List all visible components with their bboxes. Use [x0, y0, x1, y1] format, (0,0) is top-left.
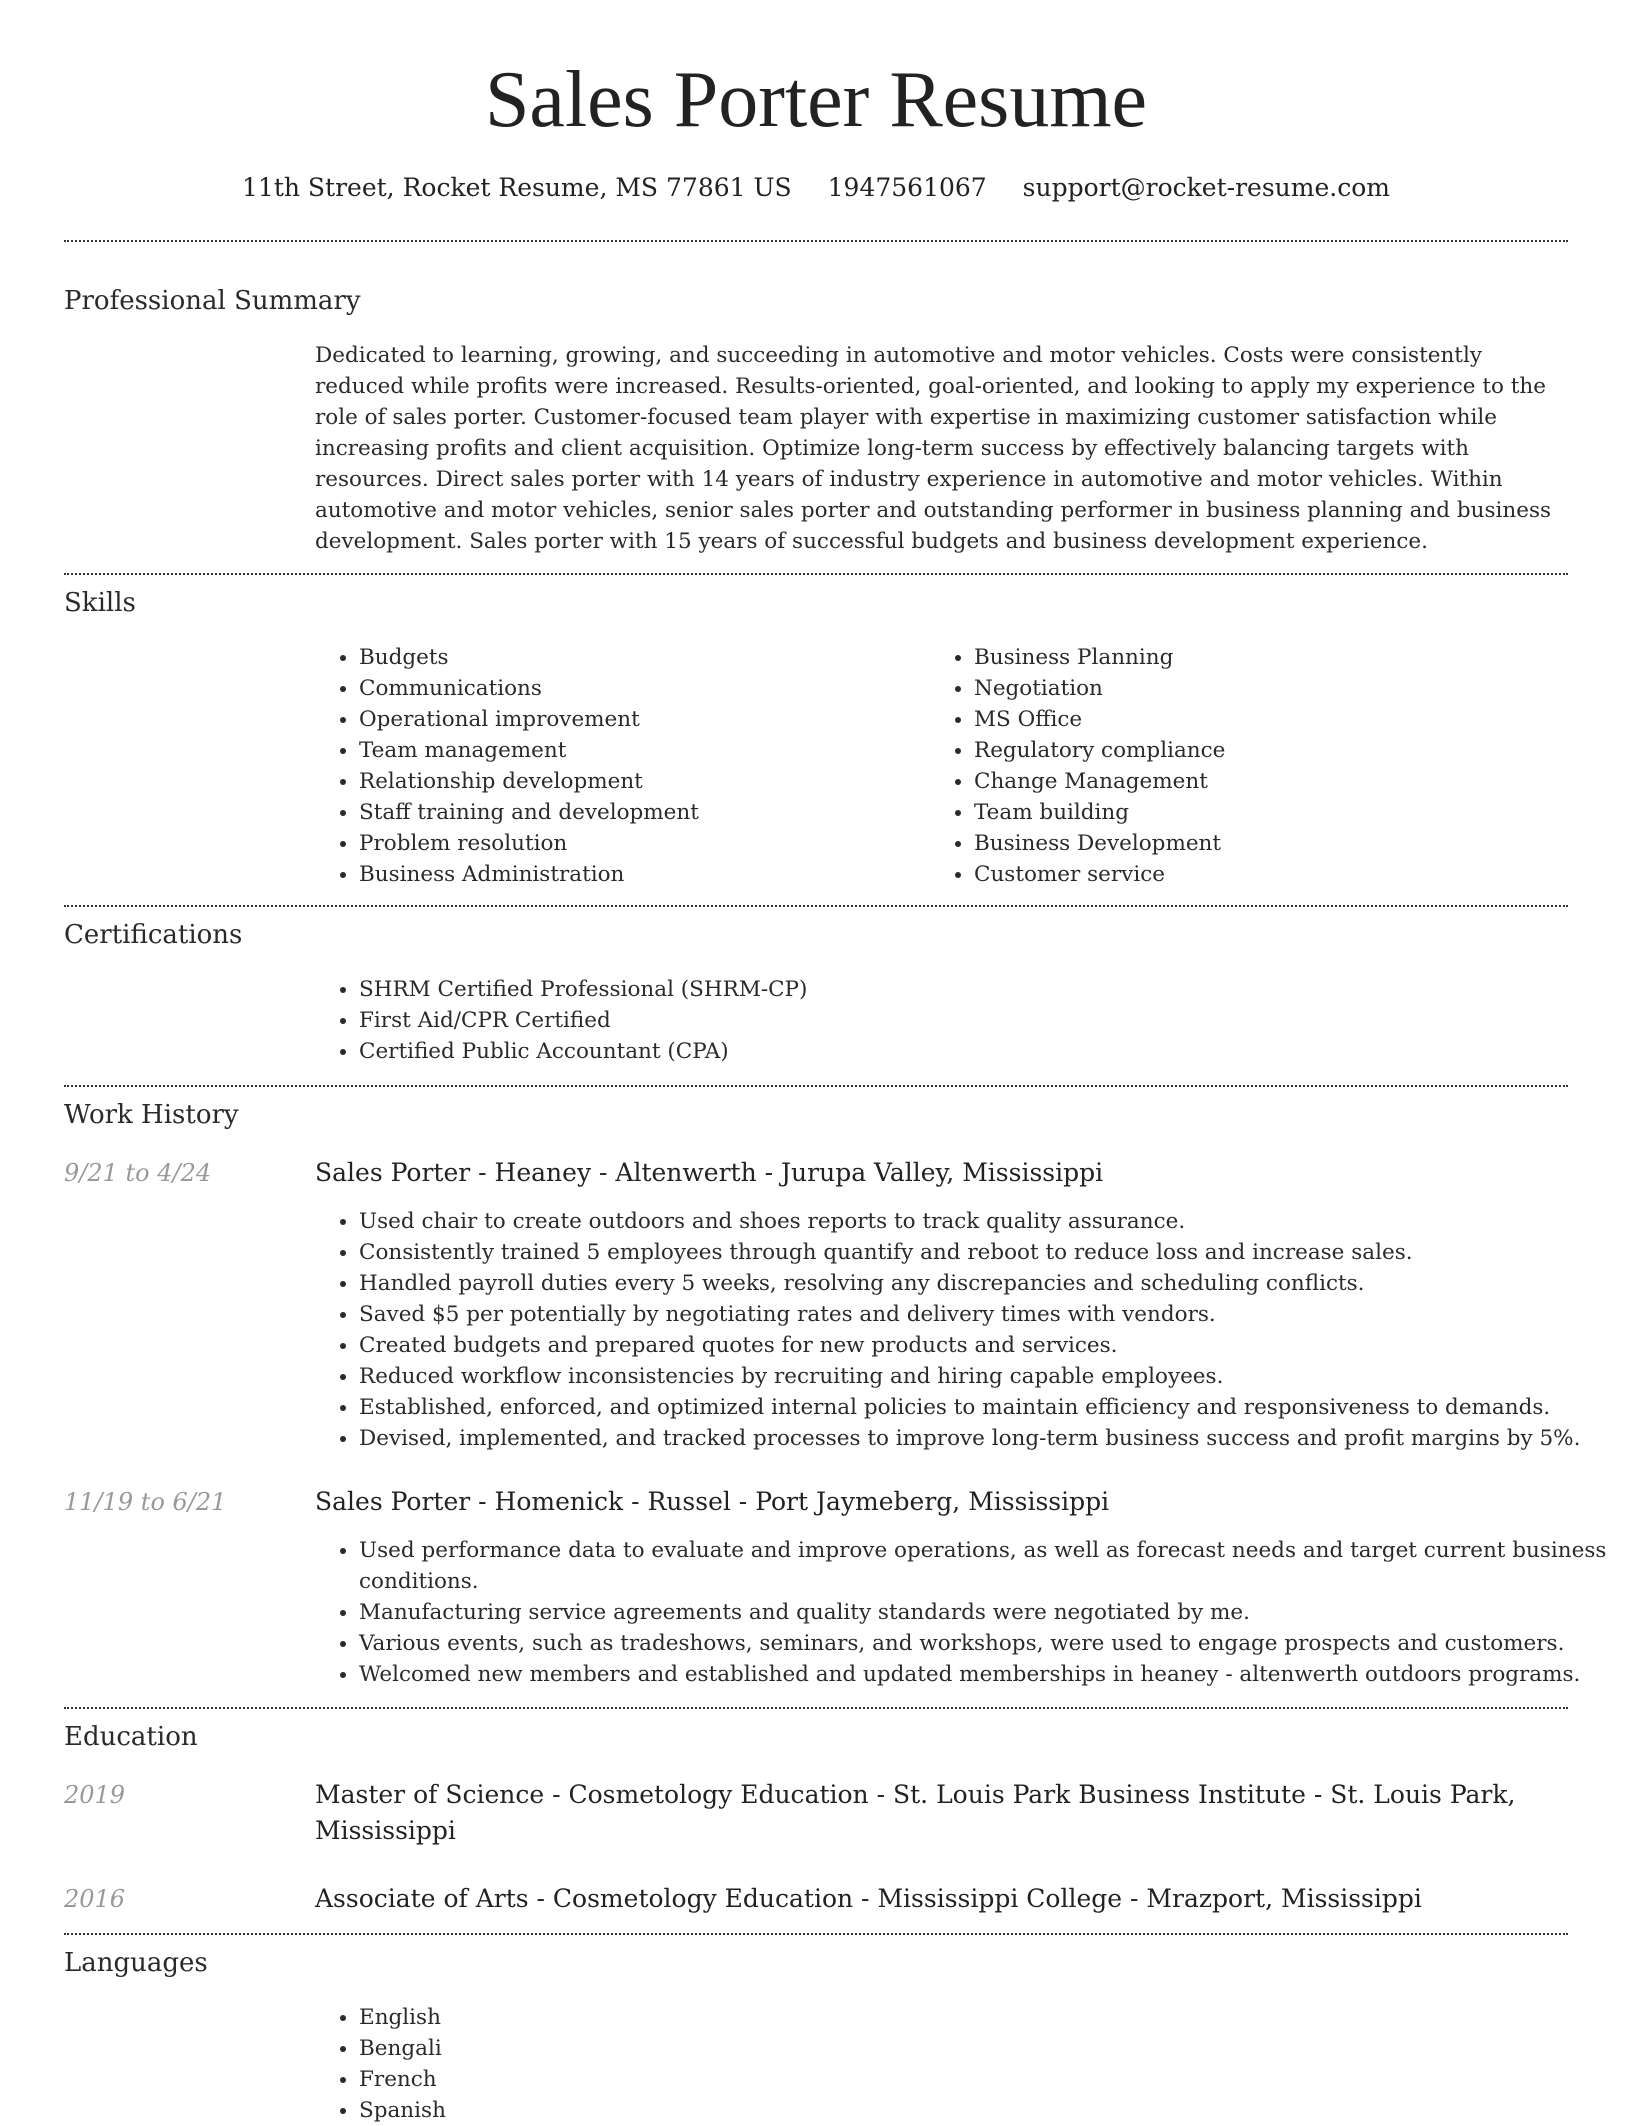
skills-list-left: [315, 642, 919, 890]
divider: [64, 573, 1568, 575]
job-bullets: [315, 1206, 1609, 1454]
language-item: • Spanish: [359, 2095, 959, 2126]
certification-item: • First Aid/CPR Certified: [359, 1005, 1559, 1036]
job-bullet: • Used chair to create outdoors and shoes reports to track quality assurance.: [359, 1206, 1609, 1237]
skill-item: • Communications: [359, 673, 919, 704]
summary-text: Dedicated to learning, growing, and succeeding in automotive and motor vehicles. Costs were consistently reduced while profits were increased. Results-oriented, goal-oriented, and looking to apply my experience to the role of sales porter. Customer-focused team player with expertise in maximizing customer satisfaction while increasing profits and client acquisition. Optimize long-term success by effectively balancing targets with resources. Direct sales porter with 14 years of industry experience in automotive and motor vehicles. Within automotive and motor vehicles, senior sales porter and outstanding performer in business planning and business development. Sales porter with 15 years of successful budgets and business development experience.: [315, 343, 1552, 554]
language-item: • English: [359, 2002, 959, 2033]
contact-line: [0, 170, 1632, 206]
job-bullet: • Devised, implemented, and tracked processes to improve long-term business success and profit margins by 5%.: [359, 1423, 1609, 1454]
divider: [64, 240, 1568, 242]
certification-item: • SHRM Certified Professional (SHRM-CP): [359, 974, 1559, 1005]
skill-item: • Negotiation: [974, 673, 1534, 704]
section-heading-work-history: Work History: [64, 1100, 239, 1130]
skill-item: • Business Planning: [974, 642, 1534, 673]
skill-item: • Problem resolution: [359, 828, 919, 859]
divider: [64, 1933, 1568, 1935]
contact-phone: 1947561067: [827, 173, 987, 202]
job-dates: 11/19 to 6/21: [64, 1488, 227, 1516]
divider: [64, 1085, 1568, 1087]
skill-item: • Business Administration: [359, 859, 919, 890]
skill-item: • Customer service: [974, 859, 1534, 890]
skill-item: • Staff training and development: [359, 797, 919, 828]
job-dates: 9/21 to 4/24: [64, 1159, 212, 1187]
certifications-list: [315, 974, 1559, 1067]
certification-item: • Certified Public Accountant (CPA): [359, 1036, 1559, 1067]
job-bullet: • Various events, such as tradeshows, seminars, and workshops, were used to engage prospects and customers.: [359, 1628, 1609, 1659]
skill-item: • Change Management: [974, 766, 1534, 797]
language-item: • French: [359, 2064, 959, 2095]
section-heading-skills: Skills: [64, 588, 136, 618]
section-heading-certifications: Certifications: [64, 920, 243, 950]
job-bullet: • Saved $5 per potentially by negotiating rates and delivery times with vendors.: [359, 1299, 1609, 1330]
divider: [64, 1707, 1568, 1709]
language-item: • Bengali: [359, 2033, 959, 2064]
job-bullet: • Created budgets and prepared quotes for new products and services.: [359, 1330, 1609, 1361]
education-title: Associate of Arts - Cosmetology Education - Mississippi College - Mrazport, Mississippi: [315, 1884, 1422, 1913]
contact-address: 11th Street, Rocket Resume, MS 77861 US: [242, 173, 792, 202]
job-bullet: • Used performance data to evaluate and improve operations, as well as forecast needs and target current business conditions.: [359, 1535, 1609, 1597]
job-bullet: • Handled payroll duties every 5 weeks, resolving any discrepancies and scheduling conflicts.: [359, 1268, 1609, 1299]
education-year: 2019: [64, 1781, 126, 1809]
resume-title: Sales Porter Resume: [484, 56, 1148, 144]
contact-email: support@rocket-resume.com: [1022, 173, 1390, 202]
job-bullet: • Reduced workflow inconsistencies by recruiting and hiring capable employees.: [359, 1361, 1609, 1392]
languages-list: [315, 2002, 959, 2126]
job-bullet: • Welcomed new members and established and updated memberships in heaney - altenwerth outdoors programs.: [359, 1659, 1609, 1690]
job-bullets: [315, 1535, 1609, 1690]
section-heading-summary: Professional Summary: [64, 286, 361, 316]
skill-item: • MS Office: [974, 704, 1534, 735]
skill-item: • Relationship development: [359, 766, 919, 797]
skill-item: • Team management: [359, 735, 919, 766]
education-year: 2016: [64, 1885, 126, 1913]
section-heading-languages: Languages: [64, 1948, 208, 1978]
skill-item: • Operational improvement: [359, 704, 919, 735]
education-title: Master of Science - Cosmetology Education - St. Louis Park Business Institute - St. Louis Park, Mississippi: [315, 1780, 1516, 1845]
job-title: Sales Porter - Heaney - Altenwerth - Jurupa Valley, Mississippi: [315, 1158, 1104, 1187]
job-bullet: • Consistently trained 5 employees through quantify and reboot to reduce loss and increase sales.: [359, 1237, 1609, 1268]
skill-item: • Business Development: [974, 828, 1534, 859]
job-title: Sales Porter - Homenick - Russel - Port Jaymeberg, Mississippi: [315, 1487, 1110, 1516]
skills-list-right: [930, 642, 1534, 890]
section-heading-education: Education: [64, 1722, 198, 1752]
job-bullet: • Manufacturing service agreements and quality standards were negotiated by me.: [359, 1597, 1609, 1628]
skill-item: • Regulatory compliance: [974, 735, 1534, 766]
divider: [64, 905, 1568, 907]
job-bullet: • Established, enforced, and optimized internal policies to maintain efficiency and responsiveness to demands.: [359, 1392, 1609, 1423]
skill-item: • Team building: [974, 797, 1534, 828]
skill-item: • Budgets: [359, 642, 919, 673]
